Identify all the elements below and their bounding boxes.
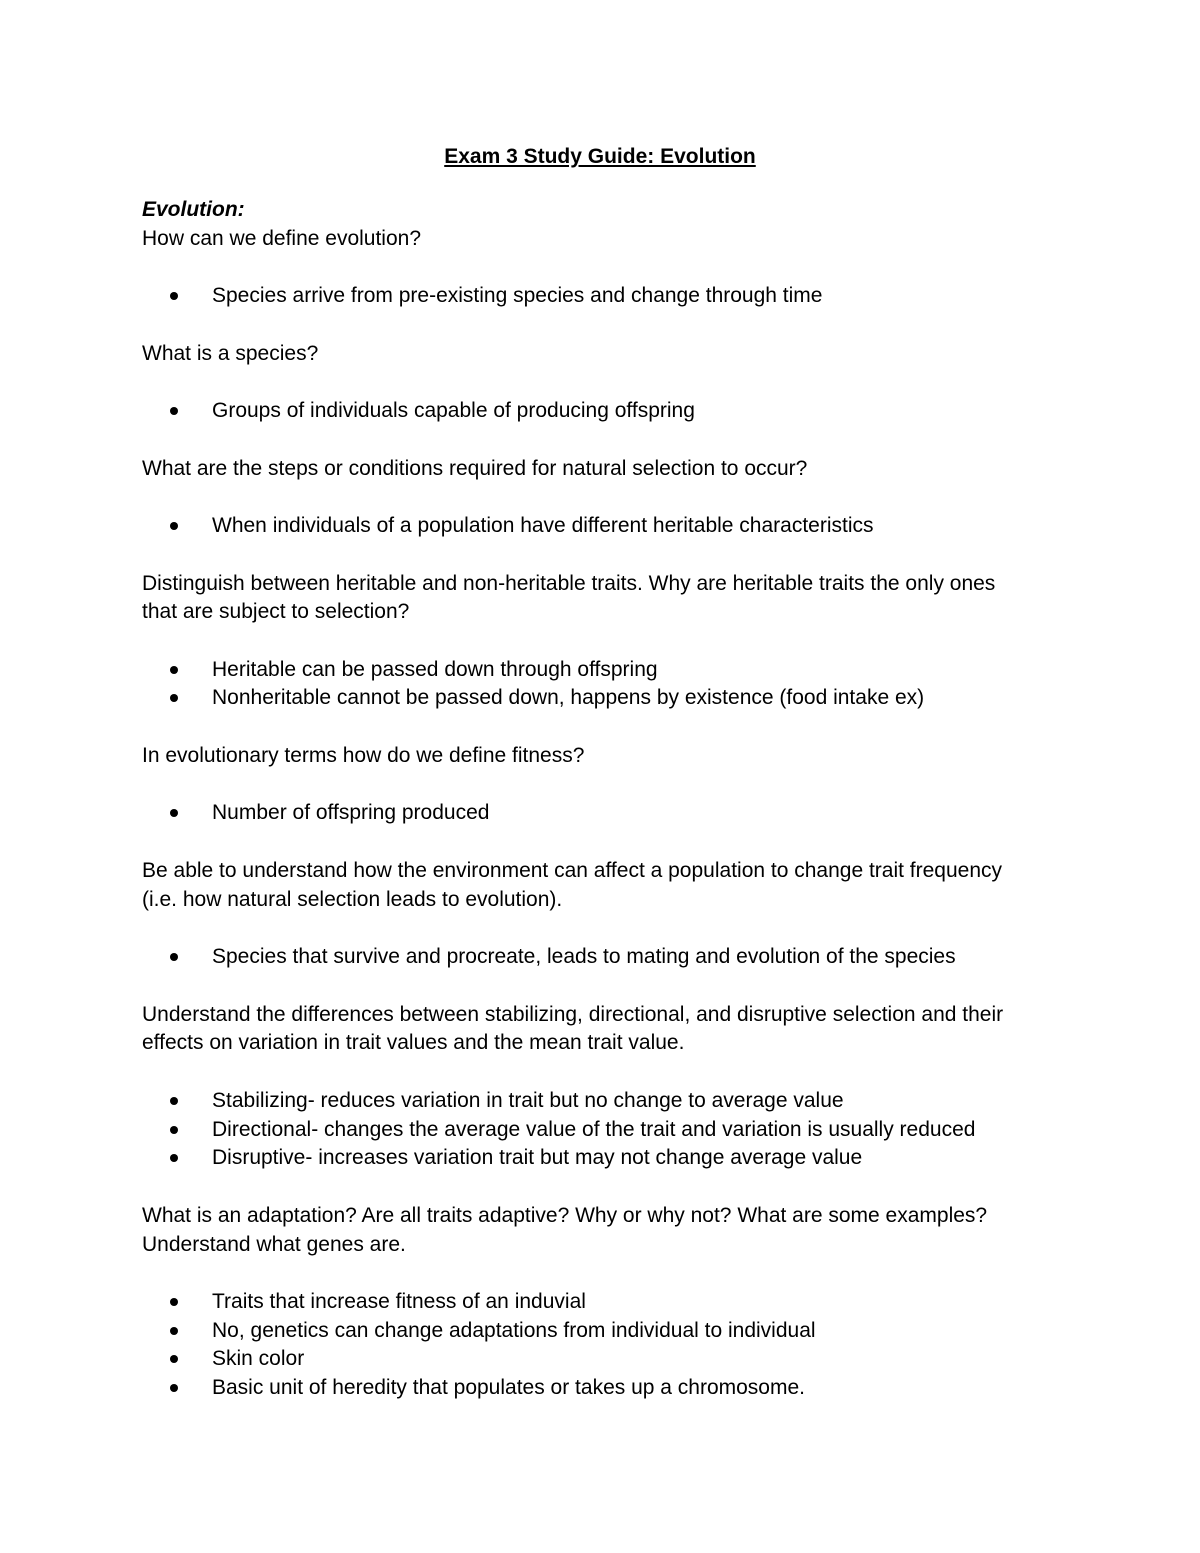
question-natural-selection-conditions: What are the steps or conditions required for natural selection to occur? [142, 457, 808, 480]
answer-text: Heritable can be passed down through offspring [212, 658, 658, 681]
answer-text: Number of offspring produced [212, 801, 490, 824]
answer-text: Basic unit of heredity that populates or takes up a chromosome. [212, 1376, 805, 1399]
answer-text: Groups of individuals capable of producing offspring [212, 399, 695, 422]
answer-text: No, genetics can change adaptations from individual to individual [212, 1319, 816, 1342]
bullet-icon [170, 1126, 178, 1134]
question-environment-line-2: (i.e. how natural selection leads to evolution). [142, 888, 563, 911]
question-environment-line-1: Be able to understand how the environment can affect a population to change trait frequency [142, 859, 1003, 882]
answer-text: When individuals of a population have different heritable characteristics [212, 514, 874, 537]
question-heritable-traits-line-1: Distinguish between heritable and non-heritable traits. Why are heritable traits the only ones [142, 572, 996, 595]
question-define-evolution: How can we define evolution? [142, 227, 422, 250]
question-selection-types-line-1: Understand the differences between stabilizing, directional, and disruptive selection and their [142, 1003, 1004, 1026]
bullet-icon [170, 1327, 178, 1335]
answer-text: Species that survive and procreate, leads to mating and evolution of the species [212, 945, 956, 968]
bullet-icon [170, 809, 178, 817]
bullet-icon [170, 1355, 178, 1363]
bullet-icon [170, 292, 178, 300]
answer-text: Directional- changes the average value of the trait and variation is usually reduced [212, 1118, 976, 1141]
bullet-icon [170, 1298, 178, 1306]
question-adaptation-line-2: Understand what genes are. [142, 1233, 406, 1256]
bullet-icon [170, 1384, 178, 1392]
section-label: Evolution: [142, 198, 245, 221]
answer-text: Nonheritable cannot be passed down, happens by existence (food intake ex) [212, 686, 925, 709]
question-heritable-traits-line-2: that are subject to selection? [142, 600, 410, 623]
question-adaptation-line-1: What is an adaptation? Are all traits adaptive? Why or why not? What are some examples? [142, 1204, 988, 1227]
answer-text: Skin color [212, 1347, 305, 1370]
bullet-icon [170, 666, 178, 674]
bullet-icon [170, 953, 178, 961]
answer-text: Species arrive from pre-existing species and change through time [212, 284, 823, 307]
bullet-icon [170, 694, 178, 702]
bullet-icon [170, 1097, 178, 1105]
document-title: Exam 3 Study Guide: Evolution [444, 145, 756, 168]
question-species: What is a species? [142, 342, 319, 365]
question-fitness: In evolutionary terms how do we define fitness? [142, 744, 585, 767]
answer-text: Stabilizing- reduces variation in trait but no change to average value [212, 1089, 844, 1112]
answer-text: Traits that increase fitness of an induvial [212, 1290, 586, 1313]
question-selection-types-line-2: effects on variation in trait values and the mean trait value. [142, 1031, 685, 1054]
bullet-icon [170, 1154, 178, 1162]
bullet-icon [170, 407, 178, 415]
bullet-icon [170, 522, 178, 530]
answer-text: Disruptive- increases variation trait but may not change average value [212, 1146, 863, 1169]
